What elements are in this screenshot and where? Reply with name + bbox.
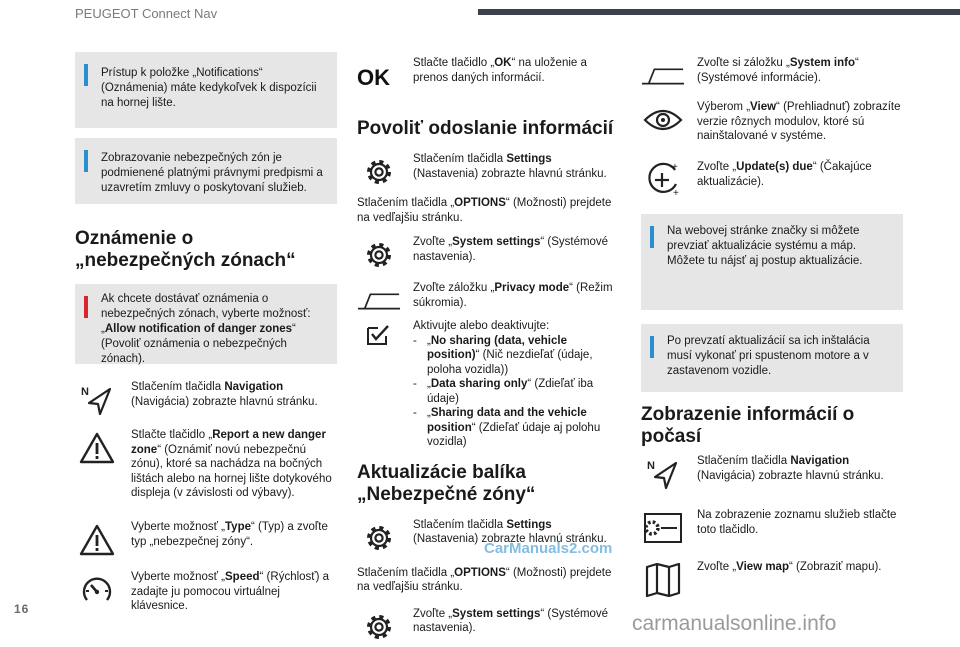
info-text: Prístup k položke „Notifications“ (Oznámenia) máte kedykoľvek k dispozícii na hornej lište.	[101, 67, 317, 109]
watermark: CarManuals2.com	[484, 540, 613, 557]
step-speed: Vyberte možnosť „Speed“ (Rýchlosť) a zadajte ju pomocou virtuálnej klávesnice.	[75, 570, 337, 616]
warning-marker	[84, 296, 88, 318]
list-item: - „No sharing (data, vehicle position)“ (Nič nezdieľať (údaje, poloha vozidla))	[413, 334, 593, 376]
warning-triangle-icon	[75, 520, 119, 560]
info-marker	[84, 150, 88, 172]
info-box	[75, 52, 337, 128]
section-heading: Povoliť odoslanie informácií	[357, 118, 614, 139]
step-settings: Stlačením tlačidla Settings (Nastavenia) zobrazte hlavnú stránku.	[357, 152, 619, 188]
navigation-icon	[641, 454, 685, 494]
ok-button-icon: OK	[357, 64, 390, 90]
info-box	[641, 214, 903, 310]
step-view: Výberom „View“ (Prehliadnuť) zobrazíte verzie rôznych modulov, ktoré sú nainštalované v systéme.	[641, 100, 903, 156]
info-text: Po prevzatí aktualizácií sa ich inštalácia musí vykonať pri spustenom motore a v zastavenom vozidle.	[667, 335, 870, 377]
info-marker	[84, 64, 88, 86]
map-icon	[641, 560, 685, 600]
header-title: PEUGEOT Connect Nav	[75, 6, 218, 21]
tab-icon	[641, 56, 685, 96]
info-text: Na webovej stránke značky si môžete prevziať aktualizácie systému a máp. Môžete tu nájsť aj postup aktualizácie.	[667, 225, 863, 267]
info-box	[641, 324, 903, 392]
section-heading: Aktualizácie balíka „Nebezpečné zóny“	[357, 461, 536, 505]
step-privacy-mode: Zvoľte záložku „Privacy mode“ (Režim súkromia).	[357, 281, 619, 317]
section-heading: Oznámenie o „nebezpečných zónach“	[75, 228, 296, 271]
step-services: Na zobrazenie zoznamu služieb stlačte toto tlačidlo.	[641, 508, 903, 556]
services-list-icon	[641, 508, 685, 548]
footer-watermark: carmanualsonline.info	[632, 612, 837, 635]
list-item: - „Data sharing only“ (Zdieľať iba údaje)	[413, 378, 594, 405]
step-settings: Stlačením tlačidla Settings (Nastavenia) zobrazte hlavnú stránku.	[357, 518, 619, 562]
warning-text: Ak chcete dostávať oznámenia o nebezpečných zónach, vyberte možnosť: „Allow notification of danger zones“ (Povoliť oznámenia o nebezpečných zónach).	[101, 293, 311, 365]
step-report-danger: Stlačte tlačidlo „Report a new danger zone“ (Oznámiť novú nebezpečnú zónu), ktoré sa nachádza na bočných lištách alebo na hornej lište dotykového displeja (v závislosti od výbavy).	[75, 428, 337, 516]
page-number: 16	[14, 602, 30, 616]
step-view-map: Zvoľte „View map“ (Zobraziť mapu).	[641, 560, 903, 600]
navigation-icon	[75, 380, 119, 420]
paragraph: Stlačením tlačidla „OPTIONS“ (Možnosti) prejdete na vedľajšiu stránku.	[357, 566, 612, 593]
svg-text:N: N	[81, 386, 89, 398]
column-2	[357, 56, 619, 647]
column-1	[75, 52, 337, 616]
warning-triangle-icon	[75, 428, 119, 468]
settings-gear-icon	[357, 235, 401, 275]
speedometer-icon	[75, 570, 119, 610]
svg-text:+: +	[672, 162, 678, 173]
settings-gear-icon	[357, 607, 401, 647]
list-item: - „Sharing data and the vehicle position“ (Zdieľať údaje aj polohu vozidla)	[413, 407, 601, 448]
step-privacy-options: Aktivujte alebo deaktivujte: - „No sharing (data, vehicle position)“ (Nič nezdieľať (údaje, poloha vozidla)) - „Data sharing only“ (Zdieľať iba údaje) - „Sharing data and the vehicle position“ (Zdieľať údaje aj polohu vozidla)	[357, 319, 619, 450]
info-box	[75, 138, 337, 204]
step-type: Vyberte možnosť „Type“ (Typ) a zvoľte typ „nebezpečnej zóny“.	[75, 520, 337, 564]
eye-icon	[641, 100, 685, 140]
info-marker	[650, 226, 654, 248]
step-navigation: N Stlačením tlačidla Navigation (Navigácia) zobrazte hlavnú stránku.	[75, 380, 337, 426]
settings-gear-icon	[357, 152, 401, 192]
step-system-info: Zvoľte si záložku „System info“ (Systémové informácie).	[641, 56, 903, 94]
checkbox-icon	[357, 315, 401, 355]
step-navigation: N Stlačením tlačidla Navigation (Navigácia) zobrazte hlavnú stránku.	[641, 454, 903, 504]
step-system-settings: Zvoľte „System settings“ (Systémové nastavenia).	[357, 235, 619, 275]
step-updates: + + Zvoľte „Update(s) due“ (Čakajúce aktualizácie).	[641, 160, 903, 206]
settings-gear-icon	[357, 518, 401, 558]
section-heading: Zobrazenie informácií o počasí	[641, 404, 855, 447]
info-text: Zobrazovanie nebezpečných zón je podmienené platnými právnymi predpismi a uzavretím zmluvy o poskytovaní služieb.	[101, 152, 323, 194]
column-3	[641, 56, 903, 600]
step-system-settings: Zvoľte „System settings“ (Systémové nastavenia).	[357, 607, 619, 647]
warning-box	[75, 284, 337, 364]
update-icon	[641, 160, 685, 200]
svg-text:+: +	[673, 188, 679, 198]
step-ok: OK Stlačte tlačidlo „OK“ na uloženie a prenos daných informácií.	[357, 56, 619, 96]
svg-text:N: N	[647, 460, 655, 472]
info-marker	[650, 336, 654, 358]
header-bar	[478, 9, 960, 15]
paragraph: Stlačením tlačidla „OPTIONS“ (Možnosti) prejdete na vedľajšiu stránku.	[357, 197, 612, 224]
